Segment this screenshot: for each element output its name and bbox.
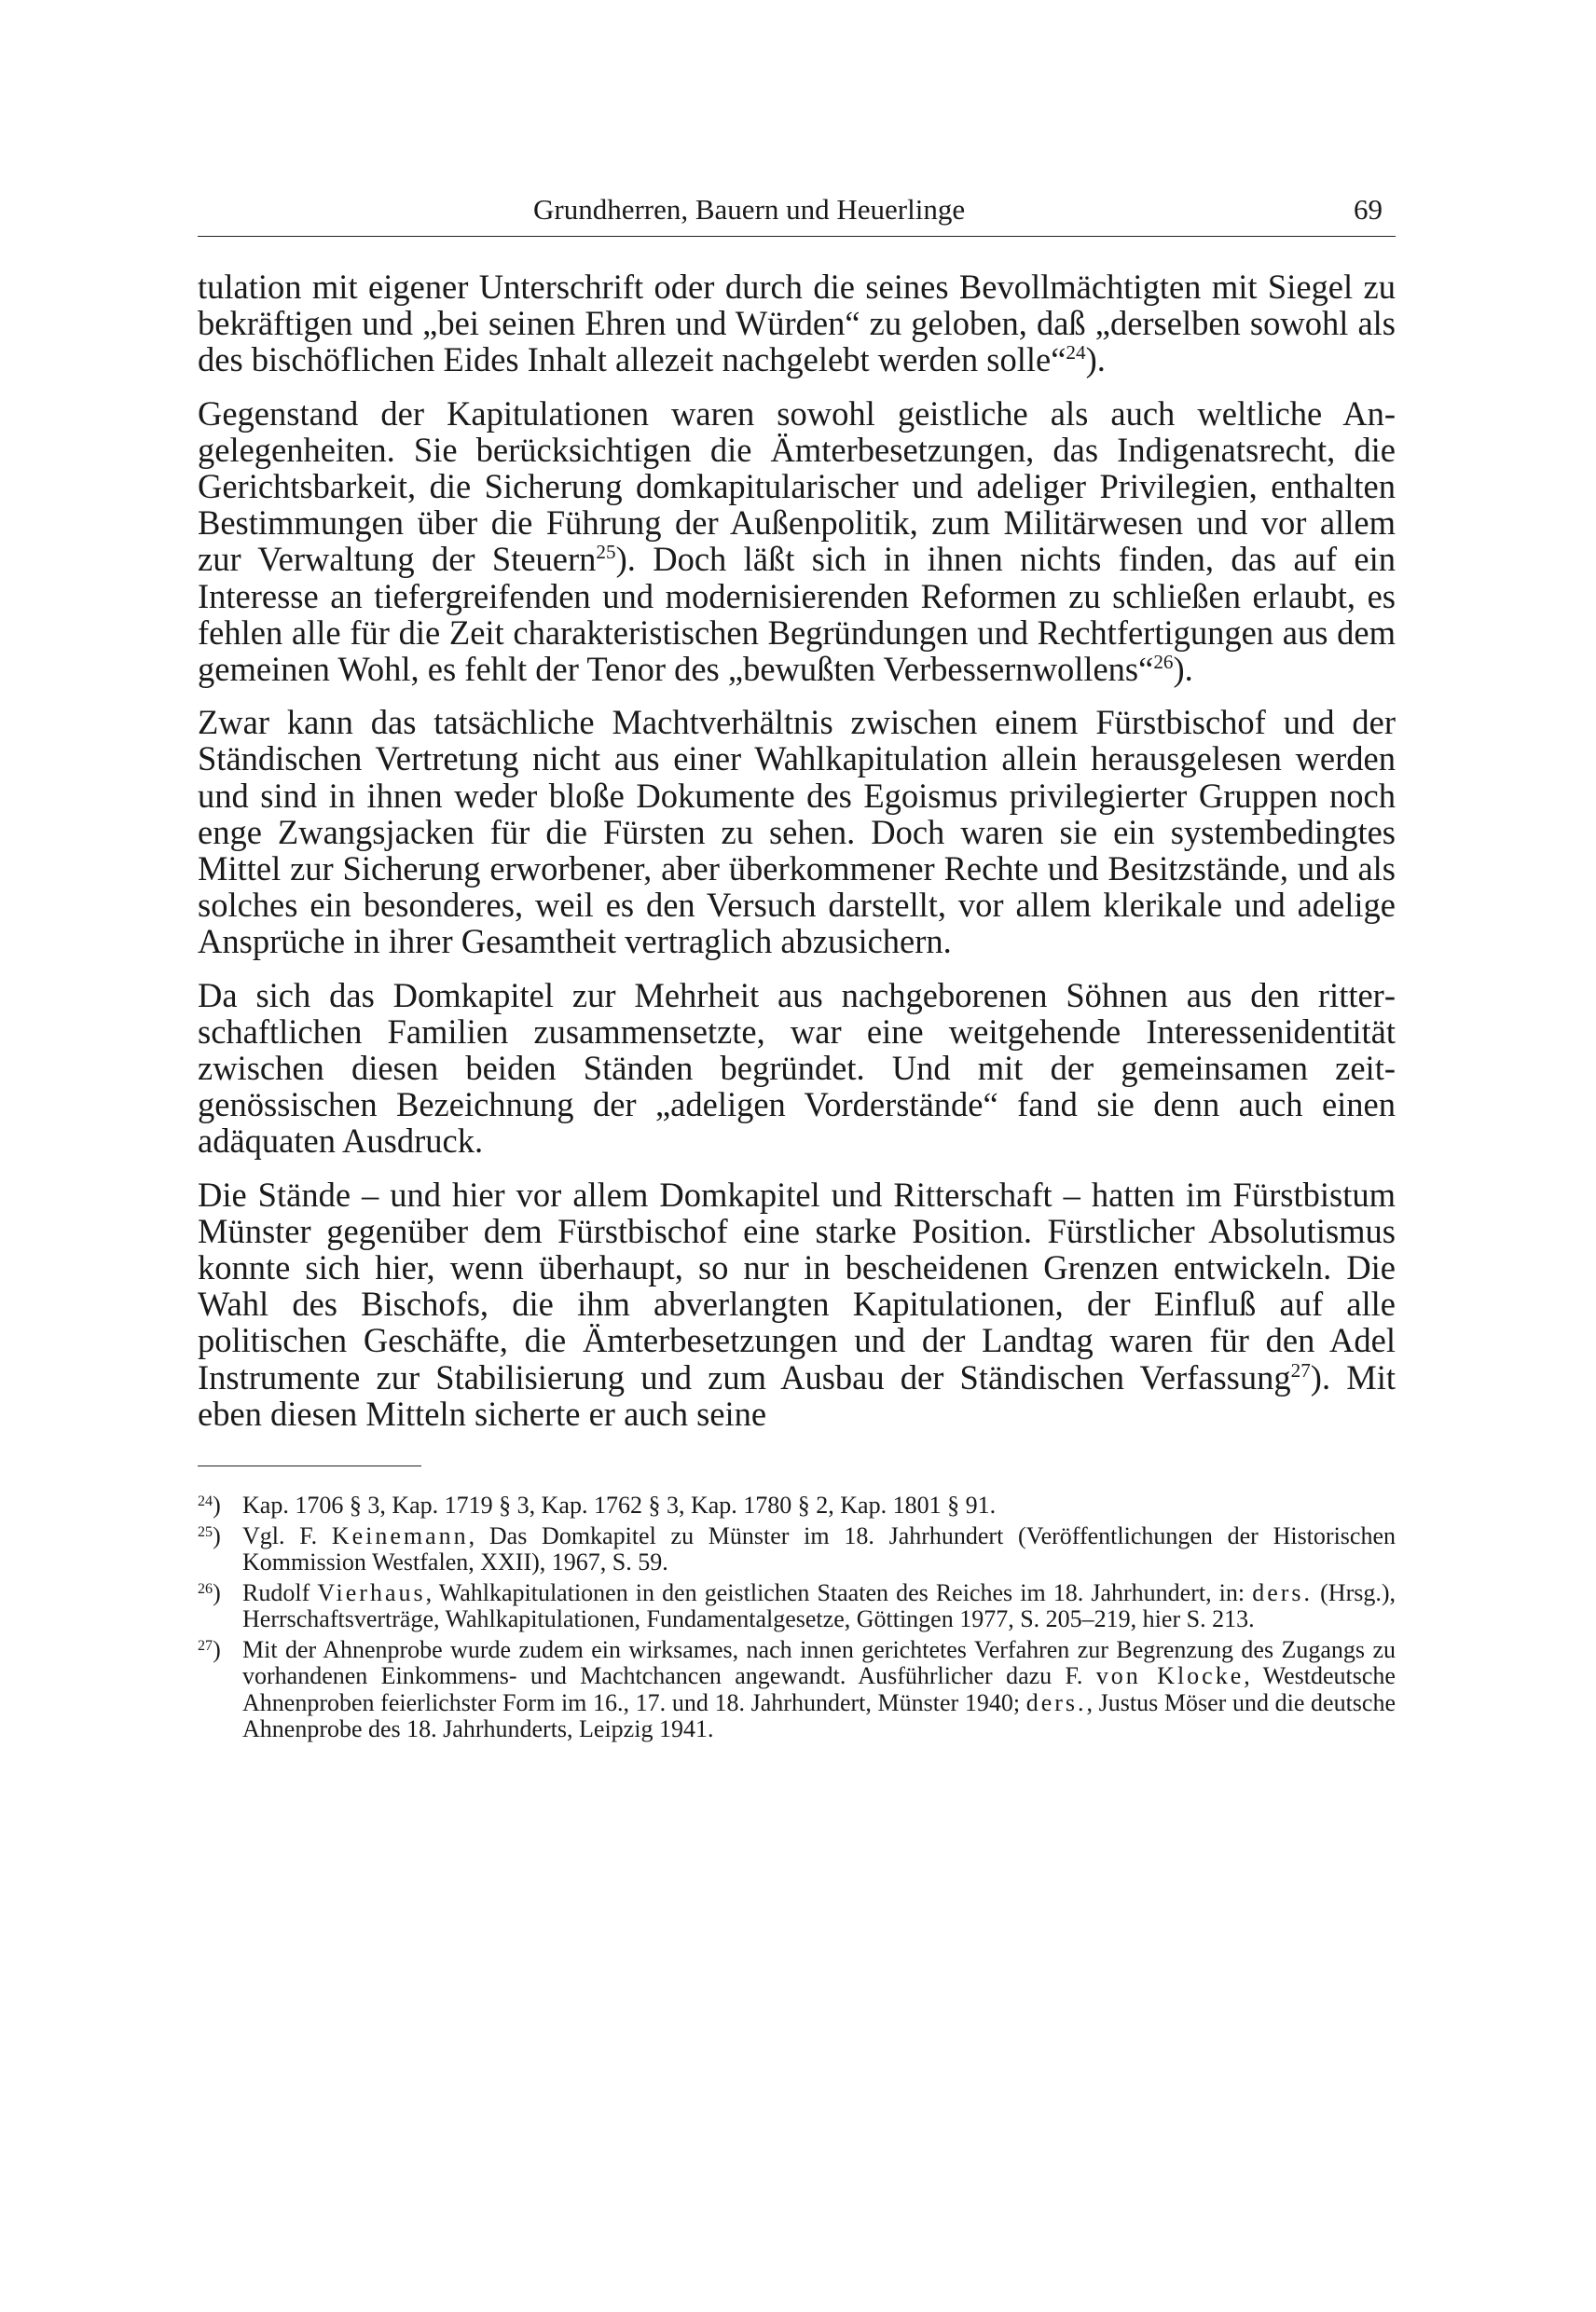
header-rule (198, 236, 1396, 237)
footnote-text: Vgl. F. Keinemann, Das Domkapitel zu Münster im 18. Jahrhundert (Veröffentlichungen der Historischen Kommission Westfalen, XXII), 1967, S. 59. (242, 1521, 1396, 1576)
book-page (198, 191, 1396, 1747)
page-number: 69 (1354, 193, 1383, 226)
footnote-25 (198, 1523, 1396, 1576)
footnote-26 (198, 1580, 1396, 1633)
footnotes (198, 1493, 1396, 1743)
footnote-ref[interactable]: 27 (1290, 1358, 1311, 1382)
footnote-ref[interactable]: 26 (1153, 650, 1174, 673)
running-header (198, 191, 1396, 228)
paragraph-3: Zwar kann das tatsächliche Machtverhältnis zwischen einem Fürstbischof und der Ständischen Vertretung nicht aus einer Wahlkapitulation allein herausgelesen werden und sind in ihnen weder bloße Dokumente des Egoismus privilegierter Gruppen noch enge Zwangsjacken für die Fürsten zu sehen. Doch waren sie ein systembedingtes Mittel zur Sicherung erworbener, aber überkommener Rechte und Besitzstände, und als solches ein besonderes, weil es den Versuch darstellt, vor allem klerikale und adelige Ansprüche in ihrer Gesamtheit vertraglich abzusichern. (198, 703, 1396, 961)
footnote-ref[interactable]: 25 (596, 541, 616, 564)
main-text (198, 268, 1396, 1432)
footnote-number: $^{27}$) (198, 1635, 221, 1663)
author-name: Vierhaus (317, 1578, 426, 1606)
footnote-number: $^{25}$) (198, 1521, 221, 1549)
footnote-text: Kap. 1706 § 3, Kap. 1719 § 3, Kap. 1762 § 3, Kap. 1780 § 2, Kap. 1801 § 91. (242, 1492, 997, 1520)
author-name: ders. (1025, 1688, 1087, 1716)
paragraph-2: Gegenstand der Kapitulationen waren sowohl geistliche als auch weltliche Angelegenheiten. Sie berücksichtigen die Ämterbesetzungen, das Indigenatsrecht, die Gerichtsbarkeit, die Sicherung domkapitularischer und adeliger Privilegien, enthalten Bestimmungen über die Führung der Außenpolitik, zum Militärwesen und vor allem zur Verwaltung der Steuern$^{25}$). Doch läßt sich in ihnen nichts finden, das auf ein Interesse an tiefergreifenden und modernisierenden Reformen zu schließen erlaubt, es fehlen alle für die Zeit charakteristischen Begründungen und Rechtfertigungen aus dem gemeinen Wohl, es fehlt der Tenor des „bewußten Verbessernwollens“$^{26}$). (198, 393, 1396, 689)
author-name: Keinemann (331, 1521, 469, 1549)
footnote-24 (198, 1493, 1396, 1520)
footnote-ref[interactable]: 24 (1066, 341, 1086, 365)
paragraph-5: Die Stände – und hier vor allem Domkapitel und Ritterschaft – hatten im Fürstbistum Münster gegenüber dem Fürstbischof eine starke Position. Fürstlicher Absolutismus konnte sich hier, wenn überhaupt, so nur in bescheidenen Grenzen entwickeln. Die Wahl des Bischofs, die ihm abverlangten Kapitulationen, der Einfluß auf alle politischen Geschäfte, die Ämterbesetzungen und der Landtag waren für den Adel Instrumente zur Stabilisierung und zum Ausbau der Ständischen Verfassung$^{27}$). Mit eben diesen Mitteln sicherte er auch seine (198, 1175, 1396, 1433)
footnote-27 (198, 1637, 1396, 1743)
footnote-number: $^{26}$) (198, 1578, 221, 1606)
footnote-text: Mit der Ahnenprobe wurde zudem ein wirksames, nach innen gerichtetes Verfahren zur Begrenzung des Zugangs zu vorhandenen Einkommens- und Machtchancen angewandt. Ausführlicher dazu F. von Klocke, Westdeutsche Ahnenproben feierlichster Form im 16., 17. und 18. Jahrhundert, Münster 1940; ders., Justus Möser und die deutsche Ahnenprobe des 18. Jahrhunderts, Leipzig 1941. (242, 1635, 1396, 1743)
footnote-text: Rudolf Vierhaus, Wahlkapitulationen in den geistlichen Staaten des Reiches im 18. Jahrhundert, in: ders. (Hrsg.), Herrschaftsverträge, Wahlkapitulationen, Fundamentalgesetze, Göttingen 1977, S. 205–219, hier S. 213. (242, 1578, 1396, 1633)
footnote-number: $^{24}$) (198, 1492, 221, 1520)
paragraph-1: tulation mit eigener Unterschrift oder durch die seines Bevollmächtigten mit Siegel zu bekräftigen und „bei seinen Ehren und Würden“ zu geloben, daß „derselben sowohl als des bischöflichen Eides Inhalt allezeit nachgelebt werden solle“$^{24}$). (198, 268, 1396, 379)
author-name: ders. (1252, 1578, 1314, 1606)
paragraph-4: Da sich das Domkapitel zur Mehrheit aus nachgeborenen Söhnen aus den ritterschaftlichen Familien zusammensetzte, war eine weitgehende Interessenidentität zwischen diesen beiden Ständen begründet. Und mit der gemeinsamen zeitgenössischen Bezeichnung der „adeligen Vorderstände“ fand sie denn auch einen adäquaten Ausdruck. (198, 975, 1396, 1161)
author-name: von Klocke (1095, 1662, 1245, 1690)
running-title: Grundherren, Bauern und Heuerlinge (533, 193, 966, 226)
